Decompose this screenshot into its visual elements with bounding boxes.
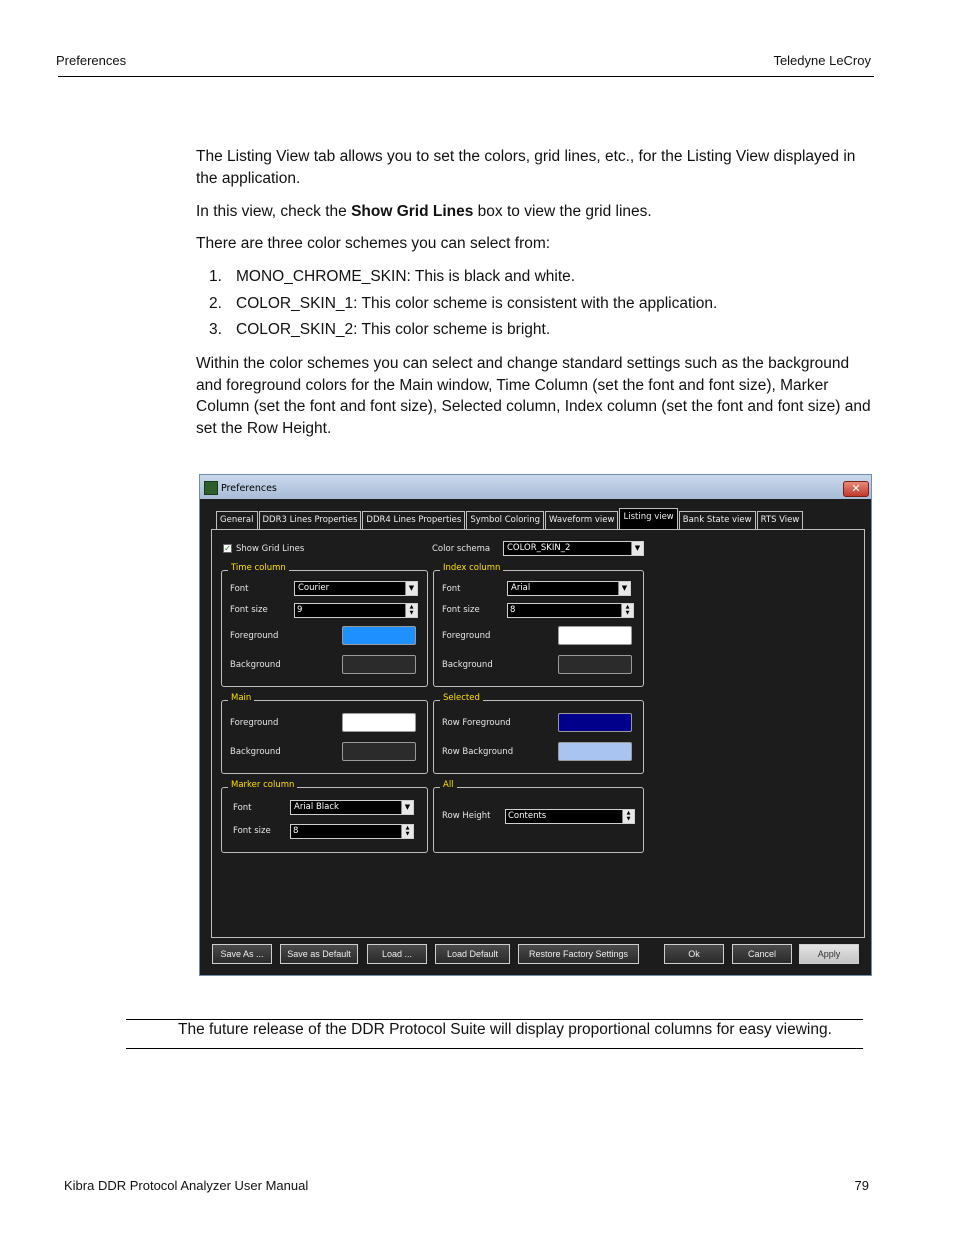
chevron-down-icon: ▼ xyxy=(631,542,643,555)
marker-font-dropdown[interactable] xyxy=(290,800,414,815)
tab-general[interactable]: General xyxy=(216,511,258,529)
show-grid-lines-label: Show Grid Lines xyxy=(236,544,305,554)
header-divider xyxy=(58,76,874,77)
spinner-arrows-icon: ▲ ▼ xyxy=(621,604,633,617)
row-height-spinner[interactable] xyxy=(505,809,635,824)
tab-bar xyxy=(216,511,804,529)
list-text: COLOR_SKIN_1: This color scheme is consistent with the application. xyxy=(236,295,718,312)
index-font-size-value: 8 xyxy=(510,605,516,615)
list-item xyxy=(209,320,550,340)
tab-bank-state-view[interactable]: Bank State view xyxy=(679,511,756,529)
save-as-default-button[interactable]: Save as Default xyxy=(280,944,358,964)
time-column-title: Time column xyxy=(228,563,289,573)
ok-button[interactable]: Ok xyxy=(664,944,724,964)
time-font-label: Font xyxy=(230,584,249,594)
chevron-down-icon: ▼ xyxy=(401,801,413,814)
index-column-title: Index column xyxy=(440,563,503,573)
index-font-size-label: Font size xyxy=(442,605,480,615)
row-background-label: Row Background xyxy=(442,747,514,757)
row-height-value: Contents xyxy=(508,811,547,821)
selected-group xyxy=(433,700,644,774)
time-background-swatch[interactable] xyxy=(342,655,416,674)
color-schema-dropdown[interactable] xyxy=(503,541,644,556)
intro-text-2a: In this view, check the xyxy=(196,203,352,220)
tab-waveform-view[interactable]: Waveform view xyxy=(545,511,618,529)
time-font-value: Courier xyxy=(298,583,330,593)
page-header-left: Preferences xyxy=(56,53,127,68)
index-background-swatch[interactable] xyxy=(558,655,632,674)
page-number: 79 xyxy=(854,1178,869,1193)
list-number: 1. xyxy=(209,268,222,285)
main-title: Main xyxy=(228,693,254,703)
main-foreground-label: Foreground xyxy=(230,718,279,728)
row-foreground-swatch[interactable] xyxy=(558,713,632,732)
main-group xyxy=(221,700,428,774)
time-font-size-value: 9 xyxy=(297,605,303,615)
chevron-down-icon: ▼ xyxy=(618,582,630,595)
main-background-swatch[interactable] xyxy=(342,742,416,761)
time-background-label: Background xyxy=(230,660,281,670)
intro-paragraph-2 xyxy=(196,201,876,223)
index-foreground-label: Foreground xyxy=(442,631,491,641)
list-number: 2. xyxy=(209,295,222,312)
description-paragraph xyxy=(196,353,876,439)
intro-paragraph-3 xyxy=(196,233,876,255)
index-font-label: Font xyxy=(442,584,461,594)
index-font-dropdown[interactable] xyxy=(507,581,631,596)
time-font-size-spinner[interactable] xyxy=(294,603,418,618)
show-grid-lines-checkbox[interactable]: ✓ xyxy=(224,544,231,553)
row-background-swatch[interactable] xyxy=(558,742,632,761)
description-text: Within the color schemes you can select and change standard settings such as the background and foreground colors for the Main window, Time Column (set the font and font size), Marker Column (set the font and font size), Selected column, Index column (set the font and font size) and set the Row Height. xyxy=(196,355,871,437)
list-number: 3. xyxy=(209,321,222,338)
time-foreground-swatch[interactable] xyxy=(342,626,416,645)
intro-text-2b: box to view the grid lines. xyxy=(473,203,652,220)
color-schema-value: COLOR_SKIN_2 xyxy=(507,543,571,553)
time-font-dropdown[interactable] xyxy=(294,581,418,596)
list-text: MONO_CHROME_SKIN: This is black and white. xyxy=(236,268,576,285)
list-item xyxy=(209,267,575,287)
intro-text-2-bold: Show Grid Lines xyxy=(351,203,474,220)
app-icon xyxy=(204,481,218,495)
spinner-arrows-icon: ▲ ▼ xyxy=(405,604,417,617)
cancel-button[interactable]: Cancel xyxy=(732,944,792,964)
index-background-label: Background xyxy=(442,660,493,670)
list-item xyxy=(209,294,717,314)
time-font-size-label: Font size xyxy=(230,605,268,615)
tab-ddr3-lines-properties[interactable]: DDR3 Lines Properties xyxy=(259,511,362,529)
apply-button[interactable]: Apply xyxy=(799,944,859,964)
marker-column-title: Marker column xyxy=(228,780,297,790)
restore-factory-settings-button[interactable]: Restore Factory Settings xyxy=(518,944,639,964)
row-height-label: Row Height xyxy=(442,811,491,821)
intro-text-3: There are three color schemes you can select from: xyxy=(196,235,551,252)
tab-ddr4-lines-properties[interactable]: DDR4 Lines Properties xyxy=(362,511,465,529)
selected-title: Selected xyxy=(440,693,483,703)
preferences-window xyxy=(199,474,872,976)
window-title: Preferences xyxy=(221,483,277,494)
main-background-label: Background xyxy=(230,747,281,757)
marker-font-value: Arial Black xyxy=(294,802,339,812)
tab-symbol-coloring[interactable]: Symbol Coloring xyxy=(466,511,544,529)
marker-font-size-label: Font size xyxy=(233,826,271,836)
footer-title: Kibra DDR Protocol Analyzer User Manual xyxy=(64,1178,309,1193)
tab-listing-view[interactable]: Listing view xyxy=(619,508,677,529)
marker-font-size-spinner[interactable] xyxy=(290,824,414,839)
time-foreground-label: Foreground xyxy=(230,631,279,641)
close-icon[interactable]: ✕ xyxy=(843,481,869,497)
tab-rts-view[interactable]: RTS View xyxy=(757,511,804,529)
save-as-button[interactable]: Save As ... xyxy=(212,944,272,964)
spinner-arrows-icon: ▲ ▼ xyxy=(401,825,413,838)
note-text: The future release of the DDR Protocol Suite will display proportional columns for easy viewing. xyxy=(178,1021,832,1038)
note-bottom-rule xyxy=(126,1048,863,1049)
list-text: COLOR_SKIN_2: This color scheme is bright. xyxy=(236,321,551,338)
page-header-right: Teledyne LeCroy xyxy=(773,53,871,68)
main-foreground-swatch[interactable] xyxy=(342,713,416,732)
load-default-button[interactable]: Load Default xyxy=(435,944,510,964)
index-foreground-swatch[interactable] xyxy=(558,626,632,645)
marker-font-label: Font xyxy=(233,803,252,813)
index-font-value: Arial xyxy=(511,583,531,593)
note-top-rule xyxy=(126,1019,863,1020)
row-foreground-label: Row Foreground xyxy=(442,718,511,728)
color-schema-label: Color schema xyxy=(432,544,491,554)
marker-font-size-value: 8 xyxy=(293,826,299,836)
intro-text-1: The Listing View tab allows you to set the colors, grid lines, etc., for the Listing View displayed in the application. xyxy=(196,148,856,187)
spinner-arrows-icon: ▲ ▼ xyxy=(622,810,634,823)
all-title: All xyxy=(440,780,457,790)
intro-paragraph-1 xyxy=(196,146,876,189)
title-bar xyxy=(200,475,871,499)
marker-column-group xyxy=(221,787,428,853)
load-button[interactable]: Load ... xyxy=(367,944,427,964)
chevron-down-icon: ▼ xyxy=(405,582,417,595)
index-font-size-spinner[interactable] xyxy=(507,603,634,618)
